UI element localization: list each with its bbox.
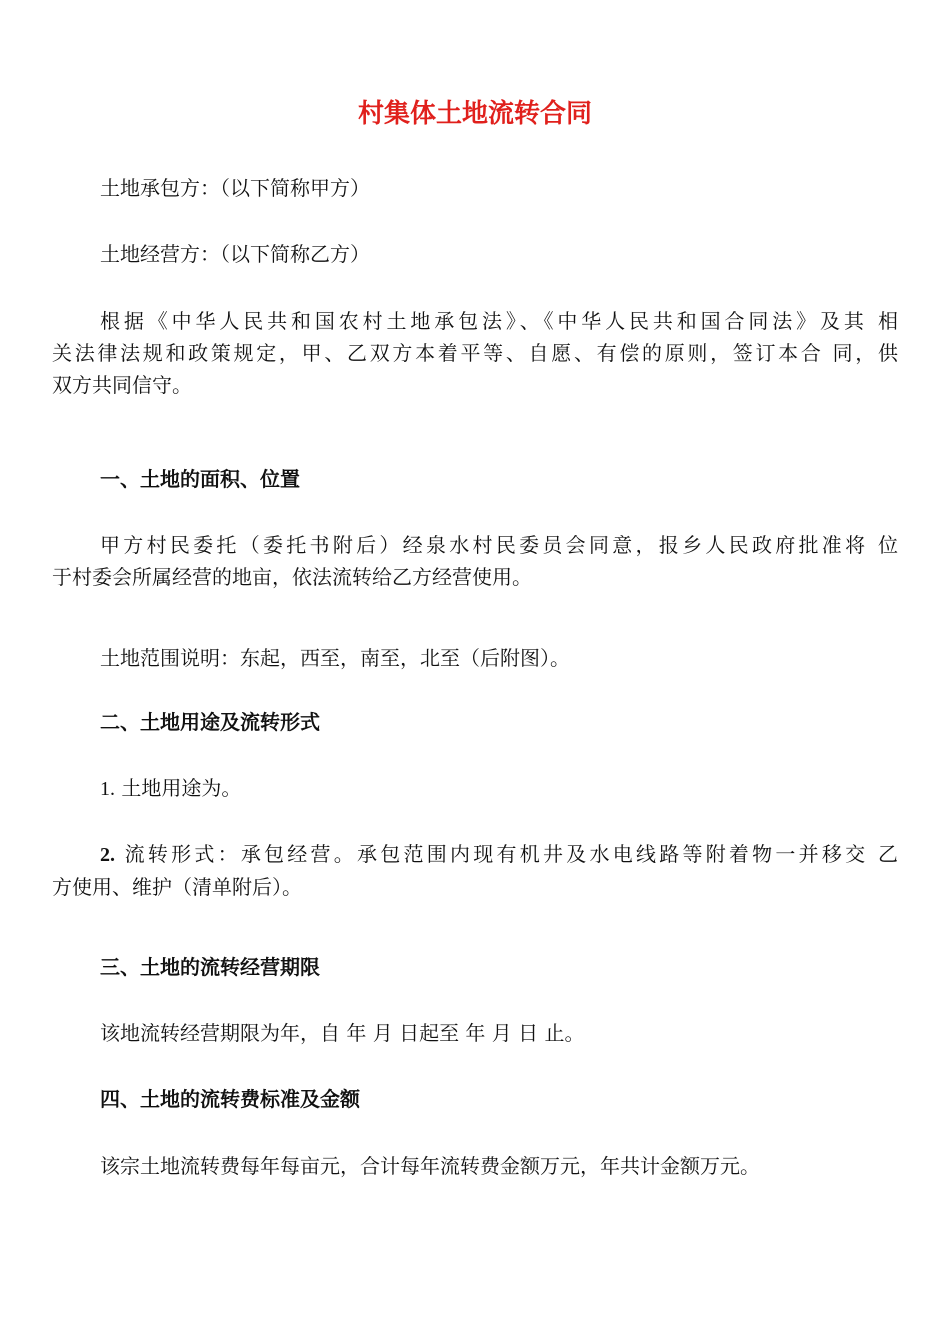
party-b-line: 土地经营方：（以下简称乙方） (100, 242, 370, 266)
section-2-item-1 (100, 772, 900, 805)
section-2-item-2 (52, 838, 898, 903)
preamble-line-3: 双方共同信守。 (52, 373, 192, 397)
section-2-heading: 二、土地用途及流转形式 (100, 710, 320, 734)
item-2-line-2: 方使用、维护（清单附后）。 (52, 875, 302, 899)
document-title: 村集体土地流转合同 (357, 99, 592, 129)
section-4-paragraph: 该宗土地流转费每年每亩元，合计每年流转费金额万元，年共计金额万元。 (100, 1154, 760, 1178)
item-2-line-1 (52, 838, 898, 871)
section-3-heading: 三、土地的流转经营期限 (100, 955, 320, 979)
party-a-line: 土地承包方：（以下简称甲方） (100, 176, 370, 200)
section-1-para-1-line-2: 于村委会所属经营的地亩，依法流转给乙方经营使用。 (52, 565, 532, 589)
item-2-number: 2. (100, 844, 115, 866)
preamble-line-2: 关法律法规和政策规定，甲、乙双方本着平等、自愿、有偿的原则，签订本合 同，供 (52, 341, 898, 365)
section-1-paragraph-1 (52, 529, 898, 593)
section-1-para-1-line-1: 甲方村民委托（委托书附后）经泉水村民委员会同意，报乡人民政府批准将 位 (100, 533, 898, 557)
item-1-number: 1. (100, 778, 115, 800)
preamble-paragraph (52, 305, 898, 401)
preamble-line-1: 根据《中华人民共和国农村土地承包法》、《中华人民共和国合同法》及其 相 (100, 309, 898, 333)
section-4-heading: 四、土地的流转费标准及金额 (100, 1087, 360, 1111)
section-1-paragraph-2: 土地范围说明：东起，西至，南至，北至（后附图）。 (100, 646, 570, 670)
item-2-text-line-1: 流转形式：承包经营。承包范围内现有机井及水电线路等附着物一并移交 乙 (115, 842, 898, 866)
section-1-heading: 一、土地的面积、位置 (100, 467, 300, 491)
item-1-text: 土地用途为。 (115, 776, 242, 800)
section-3-paragraph: 该地流转经营期限为年，自 年 月 日起至 年 月 日 止。 (100, 1021, 585, 1045)
